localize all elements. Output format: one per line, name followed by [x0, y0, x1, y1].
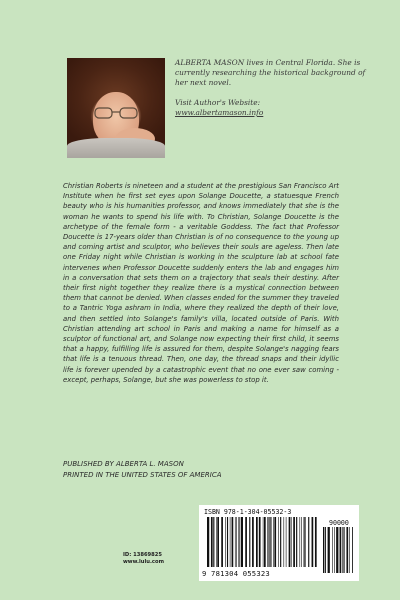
barcode-bar	[227, 517, 228, 567]
publisher-line: PUBLISHED BY ALBERTA L. MASON	[63, 460, 184, 468]
barcode-bar	[291, 517, 292, 567]
barcode-bar	[211, 517, 213, 567]
barcode-bar	[301, 517, 302, 567]
barcode-bar	[273, 517, 274, 567]
barcode-bar	[216, 517, 217, 567]
barcode-bar	[270, 517, 271, 567]
isbn-label: ISBN 978-1-304-05532-3	[204, 508, 292, 516]
barcode-bar	[336, 527, 338, 573]
barcode-bar	[213, 517, 214, 567]
author-bio	[175, 58, 375, 118]
glasses-graphic	[93, 106, 139, 120]
barcode-bar	[245, 517, 247, 567]
barcode-bar	[217, 517, 219, 567]
printed-line: PRINTED IN THE UNITED STATES OF AMERICA	[63, 471, 222, 479]
barcode-bar	[232, 517, 234, 567]
lulu-id: ID: 13869825	[123, 552, 162, 558]
author-bio-text: ALBERTA MASON lives in Central Florida. She is currently researching the historical background of her next novel.	[175, 58, 366, 87]
book-blurb: Christian Roberts is nineteen and a student at the prestigious San Francisco Art Institute when he first set eyes upon Solange Doucette, a statuesque French beauty who is his humanities professor, and knows immediately that she is the woman he wants to spend his life with. To Christian, Solange Doucette is the archetype of the female form - a veritable Goddess. The fact that Professor Doucette is 17-years older than Christian is of no consequence to the young up and coming artist and sculptor, who believes their souls are ageless. Then late one Friday night while Christian is working in the sculpture lab at school fate intervenes when Professor Doucette suddenly enters the lab and engages him in a conversation that sets them on a trajectory that seals their destiny. After their first night together they realize there is a mystical connection between them that cannot be denied. When classes ended for the summer they traveled to a Tantric Yoga ashram in India, where they realized the depth of their love, and then settled into Solange's family's villa, located outside of Paris. With Christian attending art school in Paris and making a name for himself as a sculptor of functional art, and Solange now expecting their first child, it seems that a happy, fulfilling life is assured for them, despite Solange's nagging fears that life is a tenuous thread. Then, one day, the thread snaps and their idyllic life is forever upended by a catastrophic event that no one ever saw coming - except, perhaps, Solange, but she was powerless to stop it.	[63, 182, 339, 384]
barcode-bar	[241, 517, 243, 567]
barcode-bar	[249, 517, 250, 567]
barcode-bar	[263, 517, 264, 567]
barcode-bar	[225, 517, 226, 567]
price-code: 90000	[329, 519, 349, 527]
author-website-link[interactable]: www.albertamason.info	[175, 108, 264, 117]
lulu-id-block	[123, 552, 164, 566]
barcode-bar	[346, 527, 348, 573]
barcode-bar	[274, 517, 276, 567]
barcode-digits: 9 781304 055323	[202, 569, 270, 578]
barcode-bar	[308, 517, 309, 567]
barcode-bar	[267, 517, 268, 567]
barcode-bar	[325, 527, 326, 573]
barcode-bar	[284, 517, 285, 567]
author-photo	[67, 58, 165, 158]
barcode-bar	[293, 517, 295, 567]
barcode-bar	[289, 517, 291, 567]
barcode-bar	[207, 517, 209, 567]
lulu-site: www.lulu.com	[123, 559, 164, 565]
barcode-bar	[252, 517, 254, 567]
barcode-box	[199, 505, 359, 581]
barcode-bar	[236, 517, 237, 567]
barcode-bar	[332, 527, 333, 573]
barcode-bar	[342, 527, 343, 573]
barcode-bar	[305, 517, 306, 567]
barcode-bar	[349, 527, 350, 573]
barcode-bar	[334, 527, 335, 573]
barcode-bars	[207, 517, 317, 567]
barcode-bar	[235, 517, 236, 567]
barcode-bar	[221, 517, 223, 567]
barcode-bar	[278, 517, 279, 567]
barcode-bar	[286, 517, 287, 567]
barcode-bar	[256, 517, 258, 567]
barcode-bar	[238, 517, 239, 567]
barcode-bar	[300, 517, 301, 567]
barcode-bar	[323, 527, 324, 573]
barcode-bar	[315, 517, 317, 567]
barcode-bar	[264, 517, 266, 567]
barcode-bar	[340, 527, 342, 573]
barcode-bar	[296, 517, 297, 567]
barcode-bar	[230, 517, 231, 567]
barcode-bar	[269, 517, 270, 567]
barcode-bar	[352, 527, 353, 573]
barcode-bar	[304, 517, 305, 567]
barcode-bar	[328, 527, 330, 573]
website-label: Visit Author's Website:	[175, 98, 261, 107]
barcode-bar	[312, 517, 314, 567]
publisher-info	[63, 459, 339, 481]
barcode-bar	[280, 517, 281, 567]
barcode-bar	[259, 517, 261, 567]
barcode-bar	[344, 527, 345, 573]
barcode-addon-bars	[323, 527, 353, 573]
author-shirt	[67, 138, 165, 158]
